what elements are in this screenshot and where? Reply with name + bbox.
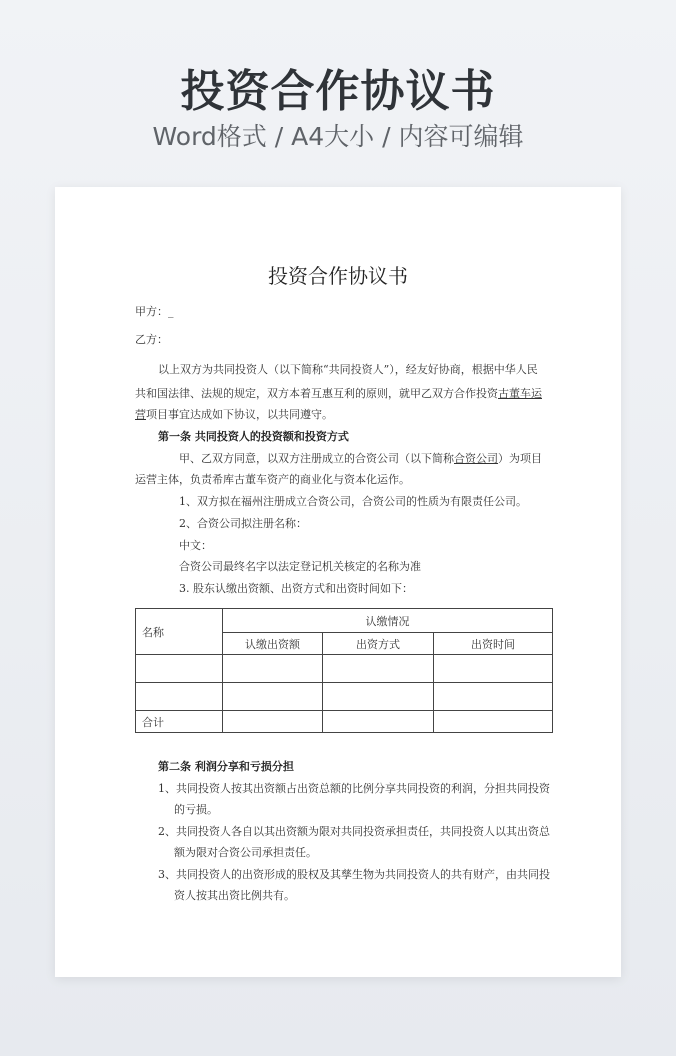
article-1-heading: 第一条 共同投资人的投资额和投资方式 <box>158 430 349 443</box>
table-header-amount: 认缴出资额 <box>223 633 323 655</box>
intro-line-3-text: 项目事宜达成如下协议，以共同遵守。 <box>146 408 333 421</box>
table-cell[interactable] <box>434 655 553 683</box>
table-total-row <box>136 711 553 733</box>
table-header-subscription: 认缴情况 <box>223 609 553 633</box>
intro-line-2 <box>135 386 542 402</box>
article-2-item-2-line-2: 额为限对合资公司承担责任。 <box>174 846 317 859</box>
table-row <box>136 655 553 683</box>
intro-line-1: 以上双方为共同投资人（以下简称“共同投资人”），经友好协商，根据中华人民 <box>158 363 538 376</box>
article-1-para-line-1 <box>179 451 542 467</box>
table-cell[interactable] <box>323 655 434 683</box>
party-a-line: 甲方：_ <box>135 305 174 318</box>
article-2-item-3-line-2: 资人按其出资比例共有。 <box>174 889 295 902</box>
intro-line-2-text: 共和国法律、法规的规定，双方本着互惠互利的原则，就甲乙双方合作投资 <box>135 387 498 400</box>
table-cell[interactable] <box>136 655 223 683</box>
article-1-item-1: 1、双方拟在福州注册成立合资公司，合资公司的性质为有限责任公司。 <box>179 495 527 508</box>
article-2-item-1-line-1: 1、共同投资人按其出资额占出资总额的比例分享共同投资的利润，分担共同投资 <box>158 782 550 795</box>
article-1-item-3: 3. 股东认缴出资额、出资方式和出资时间如下： <box>179 582 413 595</box>
table-cell[interactable] <box>223 711 323 733</box>
project-name-underlined: 古董车运 <box>498 387 542 400</box>
project-name-underlined-cont: 营 <box>135 408 146 421</box>
jv-company-underlined: 合资公司 <box>454 452 498 465</box>
table-header-method: 出资方式 <box>323 633 434 655</box>
article-2-item-3-line-1: 3、共同投资人的出资形成的股权及其孳生物为共同投资人的共有财产，由共同投 <box>158 868 550 881</box>
article-1-para-text-b: ）为项目 <box>498 452 542 465</box>
chinese-name-label: 中文： <box>179 539 212 552</box>
table-cell[interactable] <box>434 683 553 711</box>
table-cell[interactable] <box>136 683 223 711</box>
table-cell[interactable] <box>323 683 434 711</box>
table-cell[interactable] <box>223 655 323 683</box>
party-b-line: 乙方： <box>135 333 168 346</box>
article-2-item-2-line-1: 2、共同投资人各自以其出资额为限对共同投资承担责任，共同投资人以其出资总 <box>158 825 550 838</box>
article-1-item-2: 2、合资公司拟注册名称： <box>179 517 307 530</box>
article-2-item-1-line-2: 的亏损。 <box>174 803 218 816</box>
table-cell[interactable] <box>434 711 553 733</box>
intro-line-3 <box>135 407 333 423</box>
article-1-para-text-a: 甲、乙双方同意，以双方注册成立的合资公司（以下简称 <box>179 452 454 465</box>
document-title: 投资合作协议书 <box>268 264 408 288</box>
table-header-name: 名称 <box>136 609 223 655</box>
table-cell[interactable] <box>323 711 434 733</box>
table-cell[interactable] <box>223 683 323 711</box>
name-approval-note: 合资公司最终名字以法定登记机关核定的名称为准 <box>179 560 421 573</box>
table-row <box>136 683 553 711</box>
capital-contribution-table <box>135 608 553 733</box>
banner-title: 投资合作协议书 <box>180 66 496 117</box>
banner-subtitle: Word格式 / A4大小 / 内容可编辑 <box>152 122 524 151</box>
article-1-para-line-2: 运营主体，负责希库古董车资产的商业化与资本化运作。 <box>135 473 410 486</box>
table-header-time: 出资时间 <box>434 633 553 655</box>
table-total-label: 合计 <box>136 711 223 733</box>
article-2-heading: 第二条 利润分享和亏损分担 <box>158 760 294 773</box>
